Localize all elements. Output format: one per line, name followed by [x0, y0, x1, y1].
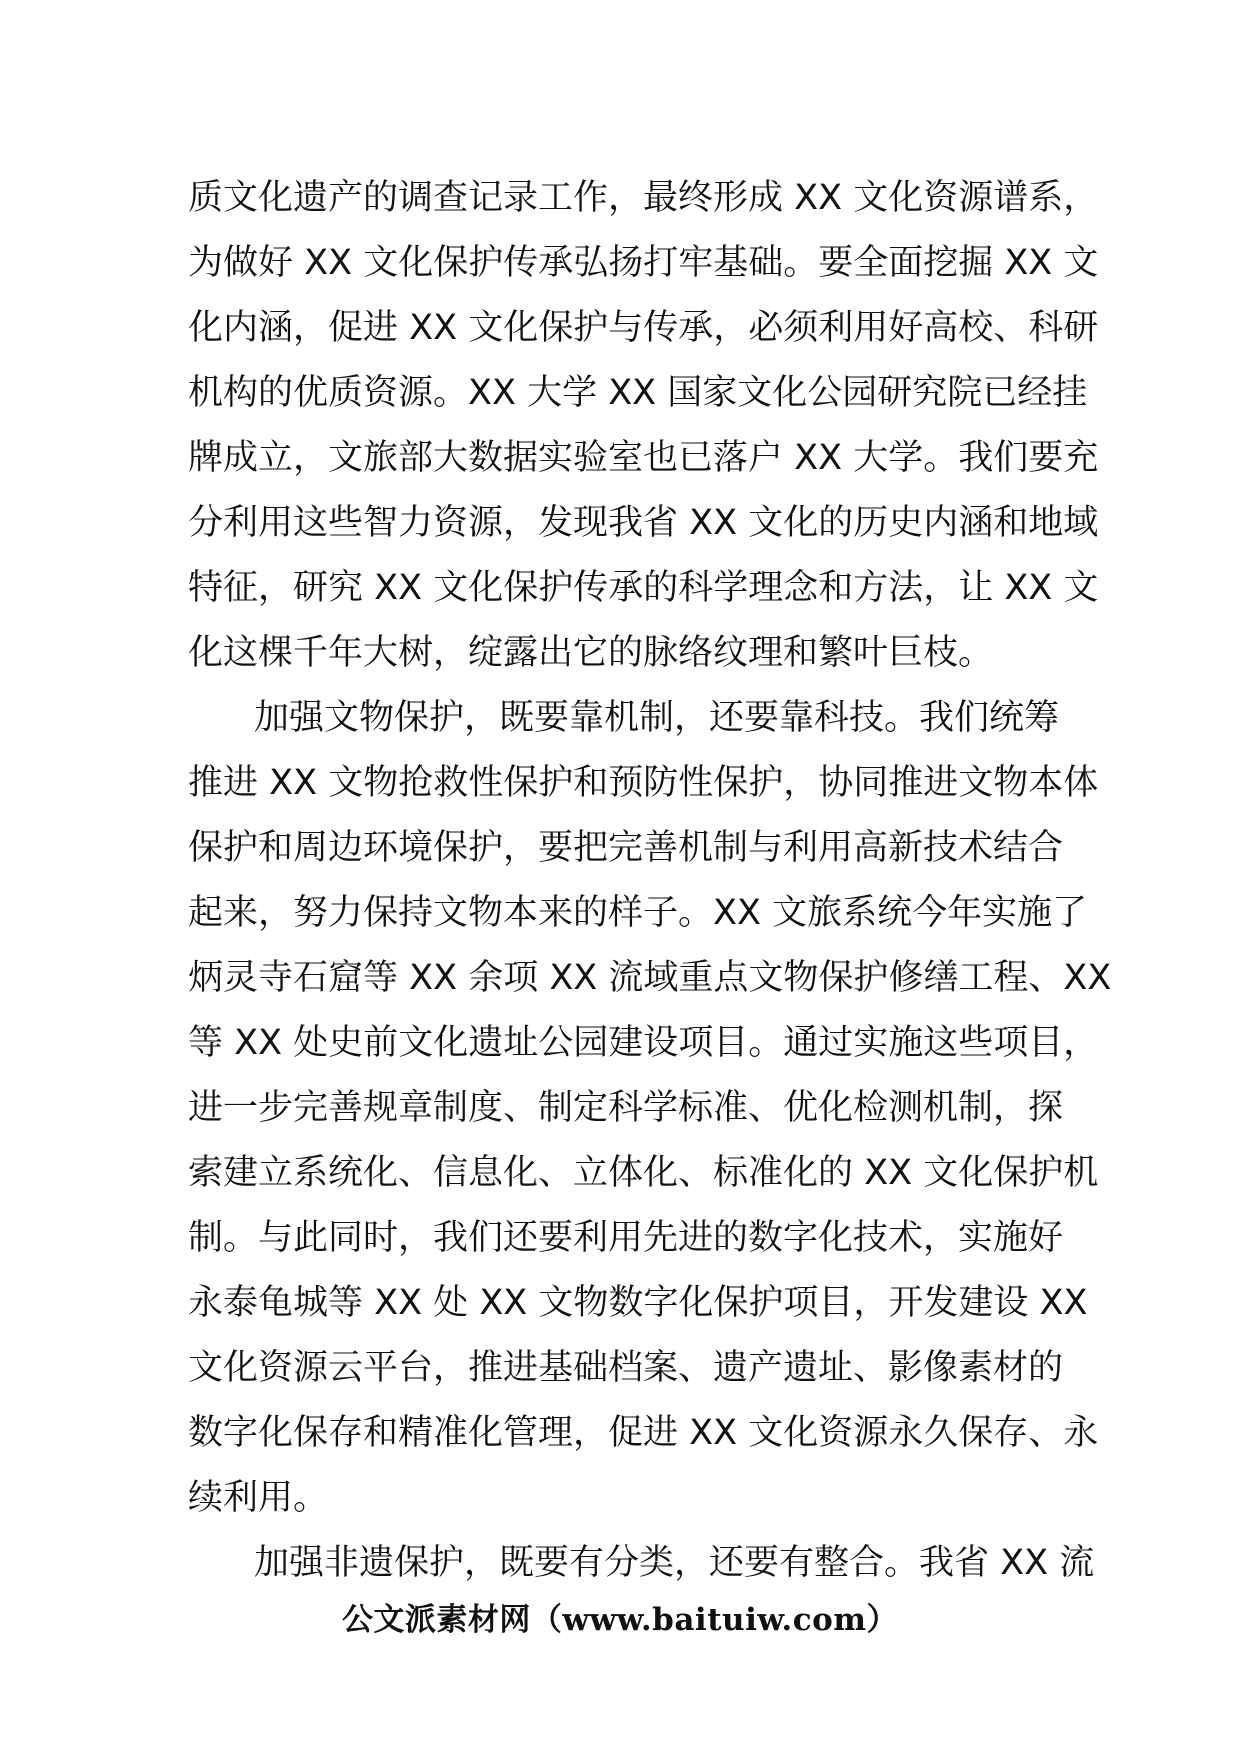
text-line: 为做好 XX 文化保护传承弘扬打牢基础。要全面挖掘 XX 文: [188, 243, 1099, 283]
text-line: 制。与此同时，我们还要利用先进的数字化技术，实施好: [188, 1218, 1064, 1258]
paragraph-start-line: 加强文物保护，既要靠机制，还要靠科技。我们统筹: [254, 698, 1060, 738]
text-line: 等 XX 处史前文化遗址公园建设项目。通过实施这些项目，: [188, 1023, 1099, 1063]
text-line: 特征，研究 XX 文化保护传承的科学理念和方法，让 XX 文: [188, 568, 1099, 608]
text-line: 分利用这些智力资源，发现我省 XX 文化的历史内涵和地域: [188, 503, 1099, 543]
text-line: 机构的优质资源。XX 大学 XX 国家文化公园研究院已经挂: [188, 373, 1088, 413]
text-line: 续利用。: [188, 1478, 329, 1518]
text-line: 起来，努力保持文物本来的样子。XX 文旅系统今年实施了: [188, 893, 1088, 933]
text-line: 化这棵千年大树，绽露出它的脉络纹理和繁叶巨枝。: [188, 633, 994, 673]
document-body: [188, 166, 1112, 1596]
text-line: 推进 XX 文物抢救性保护和预防性保护，协同推进文物本体: [188, 763, 1099, 803]
text-line: 牌成立，文旅部大数据实验室也已落户 XX 大学。我们要充: [188, 438, 1099, 478]
text-line: 数字化保存和精准化管理，促进 XX 文化资源永久保存、永: [188, 1413, 1099, 1453]
paragraph-start-line: 加强非遗保护，既要有分类，还要有整合。我省 XX 流: [254, 1543, 1095, 1583]
footer-watermark: 公文派素材网（www.baituiw.com）: [341, 1602, 899, 1638]
text-line: 化内涵，促进 XX 文化保护与传承，必须利用好高校、科研: [188, 308, 1099, 348]
text-line: 进一步完善规章制度、制定科学标准、优化检测机制，探: [188, 1088, 1064, 1128]
text-line: 保护和周边环境保护，要把完善机制与利用高新技术结合: [188, 828, 1064, 868]
text-line: 永泰龟城等 XX 处 XX 文物数字化保护项目，开发建设 XX: [188, 1283, 1088, 1323]
text-line: 文化资源云平台，推进基础档案、遗产遗址、影像素材的: [188, 1348, 1064, 1388]
text-line: 质文化遗产的调查记录工作，最终形成 XX 文化资源谱系，: [188, 178, 1099, 218]
text-line: 炳灵寺石窟等 XX 余项 XX 流域重点文物保护修缮工程、XX: [188, 958, 1112, 998]
text-line: 索建立系统化、信息化、立体化、标准化的 XX 文化保护机: [188, 1153, 1099, 1193]
